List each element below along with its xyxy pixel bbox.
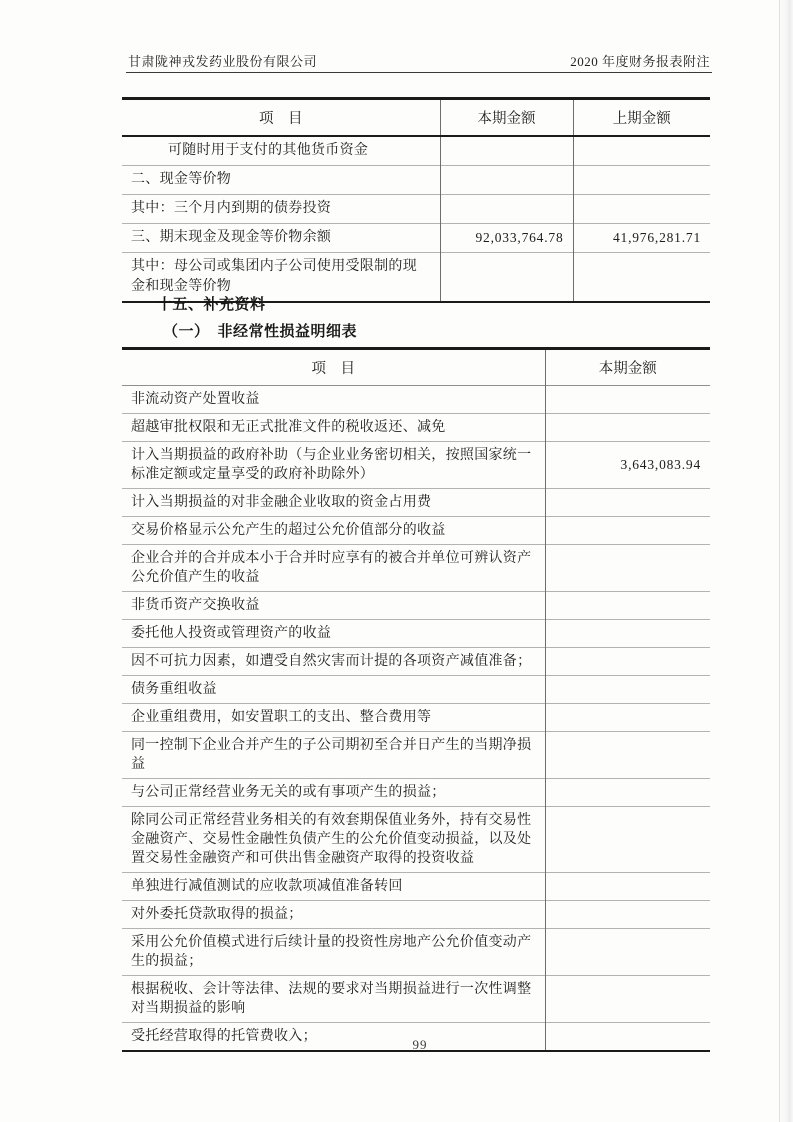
current-amount-cell — [545, 1023, 710, 1052]
current-amount-cell — [545, 976, 710, 1023]
item-cell: 企业重组费用，如安置职工的支出、整合费用等 — [131, 710, 432, 725]
item-cell: 除同公司正常经营业务相关的有效套期保值业务外，持有交易性金融资产、交易性金融性负债产生的公允价值变动损益，以及处置交易性金融资产和可供出售金融资产取得的投资收益 — [131, 813, 532, 866]
scan-edge-artifact — [777, 0, 793, 1122]
item-cell: 其中：三个月内到期的债券投资 — [131, 201, 332, 216]
table-row — [122, 648, 710, 676]
item-cell: 其中：母公司或集团内子公司使用受限制的现金和现金等价物 — [131, 259, 417, 294]
current-amount-cell — [545, 901, 710, 929]
table-row — [122, 414, 710, 442]
current-amount-cell — [440, 195, 573, 224]
table-row — [122, 386, 710, 414]
company-name: 甘肃陇神戎发药业股份有限公司 — [128, 54, 318, 69]
column-header-prior-amount: 上期金额 — [573, 99, 710, 137]
table-row — [122, 676, 710, 704]
item-cell: 委托他人投资或管理资产的收益 — [131, 626, 332, 641]
current-amount-cell — [545, 489, 710, 517]
table-row — [122, 166, 710, 195]
prior-amount-cell — [573, 253, 710, 303]
column-header-item: 项 目 — [311, 361, 355, 377]
prior-amount-cell — [573, 136, 710, 166]
table-row — [122, 136, 710, 166]
table-header-row — [122, 99, 710, 137]
item-cell: 对外委托贷款取得的损益； — [131, 907, 303, 922]
table-row — [122, 901, 710, 929]
scan-edge-line — [779, 0, 780, 1122]
table-row — [122, 732, 710, 779]
current-amount-cell — [545, 732, 710, 779]
table-row — [122, 976, 710, 1023]
item-cell: 同一控制下企业合并产生的子公司期初至合并日产生的当期净损益 — [131, 738, 532, 772]
item-cell: 二、现金等价物 — [131, 172, 232, 187]
current-amount-cell — [545, 779, 710, 807]
table-row — [122, 195, 710, 224]
table-row — [122, 704, 710, 732]
table-row — [122, 517, 710, 545]
table-row — [122, 873, 710, 901]
current-amount-cell — [545, 676, 710, 704]
prior-amount-cell — [573, 195, 710, 224]
item-cell: 非流动资产处置收益 — [131, 392, 260, 407]
current-amount-cell — [440, 253, 573, 303]
section-title-nonrecurring-items: （一） 非经常性损益明细表 — [163, 324, 358, 340]
table-row — [122, 224, 710, 253]
current-amount-cell — [545, 414, 710, 442]
item-cell: 非货币资产交换收益 — [131, 598, 260, 613]
table-header-row — [122, 349, 710, 386]
current-amount-cell — [545, 929, 710, 976]
current-amount-cell — [440, 136, 573, 166]
current-amount-cell — [440, 166, 573, 195]
item-cell: 可随时用于支付的其他货币资金 — [168, 143, 369, 158]
column-header-item: 项 目 — [259, 111, 303, 127]
current-amount-cell: 3,643,083.94 — [545, 442, 710, 489]
current-amount-cell — [545, 807, 710, 873]
nonrecurring-gains-losses-table — [122, 347, 710, 1052]
current-amount-cell — [545, 620, 710, 648]
item-cell: 受托经营取得的托管费收入； — [131, 1029, 317, 1044]
item-cell: 计入当期损益的政府补助（与企业业务密切相关，按照国家统一标准定额或定量享受的政府补助除外） — [131, 448, 532, 482]
item-cell: 超越审批权限和无正式批准文件的税收返还、减免 — [131, 420, 446, 435]
item-cell: 根据税收、会计等法律、法规的要求对当期损益进行一次性调整对当期损益的影响 — [131, 982, 532, 1016]
current-amount-cell — [545, 545, 710, 592]
column-header-current-amount: 本期金额 — [440, 99, 573, 137]
section-title-supplementary-info: 十五、补充资料 — [157, 297, 266, 313]
item-cell: 因不可抗力因素，如遭受自然灾害而计提的各项资产减值准备； — [131, 654, 532, 669]
current-amount-cell — [545, 704, 710, 732]
item-cell: 单独进行减值测试的应收款项减值准备转回 — [131, 879, 403, 894]
item-cell: 三、期末现金及现金等价物余额 — [131, 230, 332, 245]
report-title: 2020 年度财务报表附注 — [570, 54, 710, 69]
item-cell: 计入当期损益的对非金融企业收取的资金占用费 — [131, 495, 432, 510]
current-amount-cell: 92,033,764.78 — [440, 224, 573, 253]
current-amount-cell — [545, 648, 710, 676]
table-row — [122, 489, 710, 517]
page-number: 99 — [412, 1037, 428, 1052]
page-header — [128, 51, 710, 70]
current-amount-cell — [545, 873, 710, 901]
item-cell: 采用公允价值模式进行后续计量的投资性房地产公允价值变动产生的损益； — [131, 935, 532, 969]
table-row — [122, 442, 710, 489]
item-cell: 交易价格显示公允产生的超过公允价值部分的收益 — [131, 523, 446, 538]
current-amount-cell — [545, 386, 710, 414]
column-header-current-amount: 本期金额 — [545, 349, 710, 386]
item-cell: 企业合并的合并成本小于合并时应享有的被合并单位可辨认资产公允价值产生的收益 — [131, 551, 532, 585]
table-row — [122, 592, 710, 620]
item-cell: 与公司正常经营业务无关的或有事项产生的损益； — [131, 785, 446, 800]
current-amount-cell — [545, 517, 710, 545]
table-row — [122, 779, 710, 807]
cash-equivalents-table — [122, 97, 710, 303]
table-row — [122, 807, 710, 873]
table-row — [122, 929, 710, 976]
prior-amount-cell — [573, 166, 710, 195]
table-row — [122, 620, 710, 648]
header-rule — [126, 72, 712, 73]
current-amount-cell — [545, 592, 710, 620]
table-row — [122, 545, 710, 592]
item-cell: 债务重组收益 — [131, 682, 217, 697]
prior-amount-cell: 41,976,281.71 — [573, 224, 710, 253]
